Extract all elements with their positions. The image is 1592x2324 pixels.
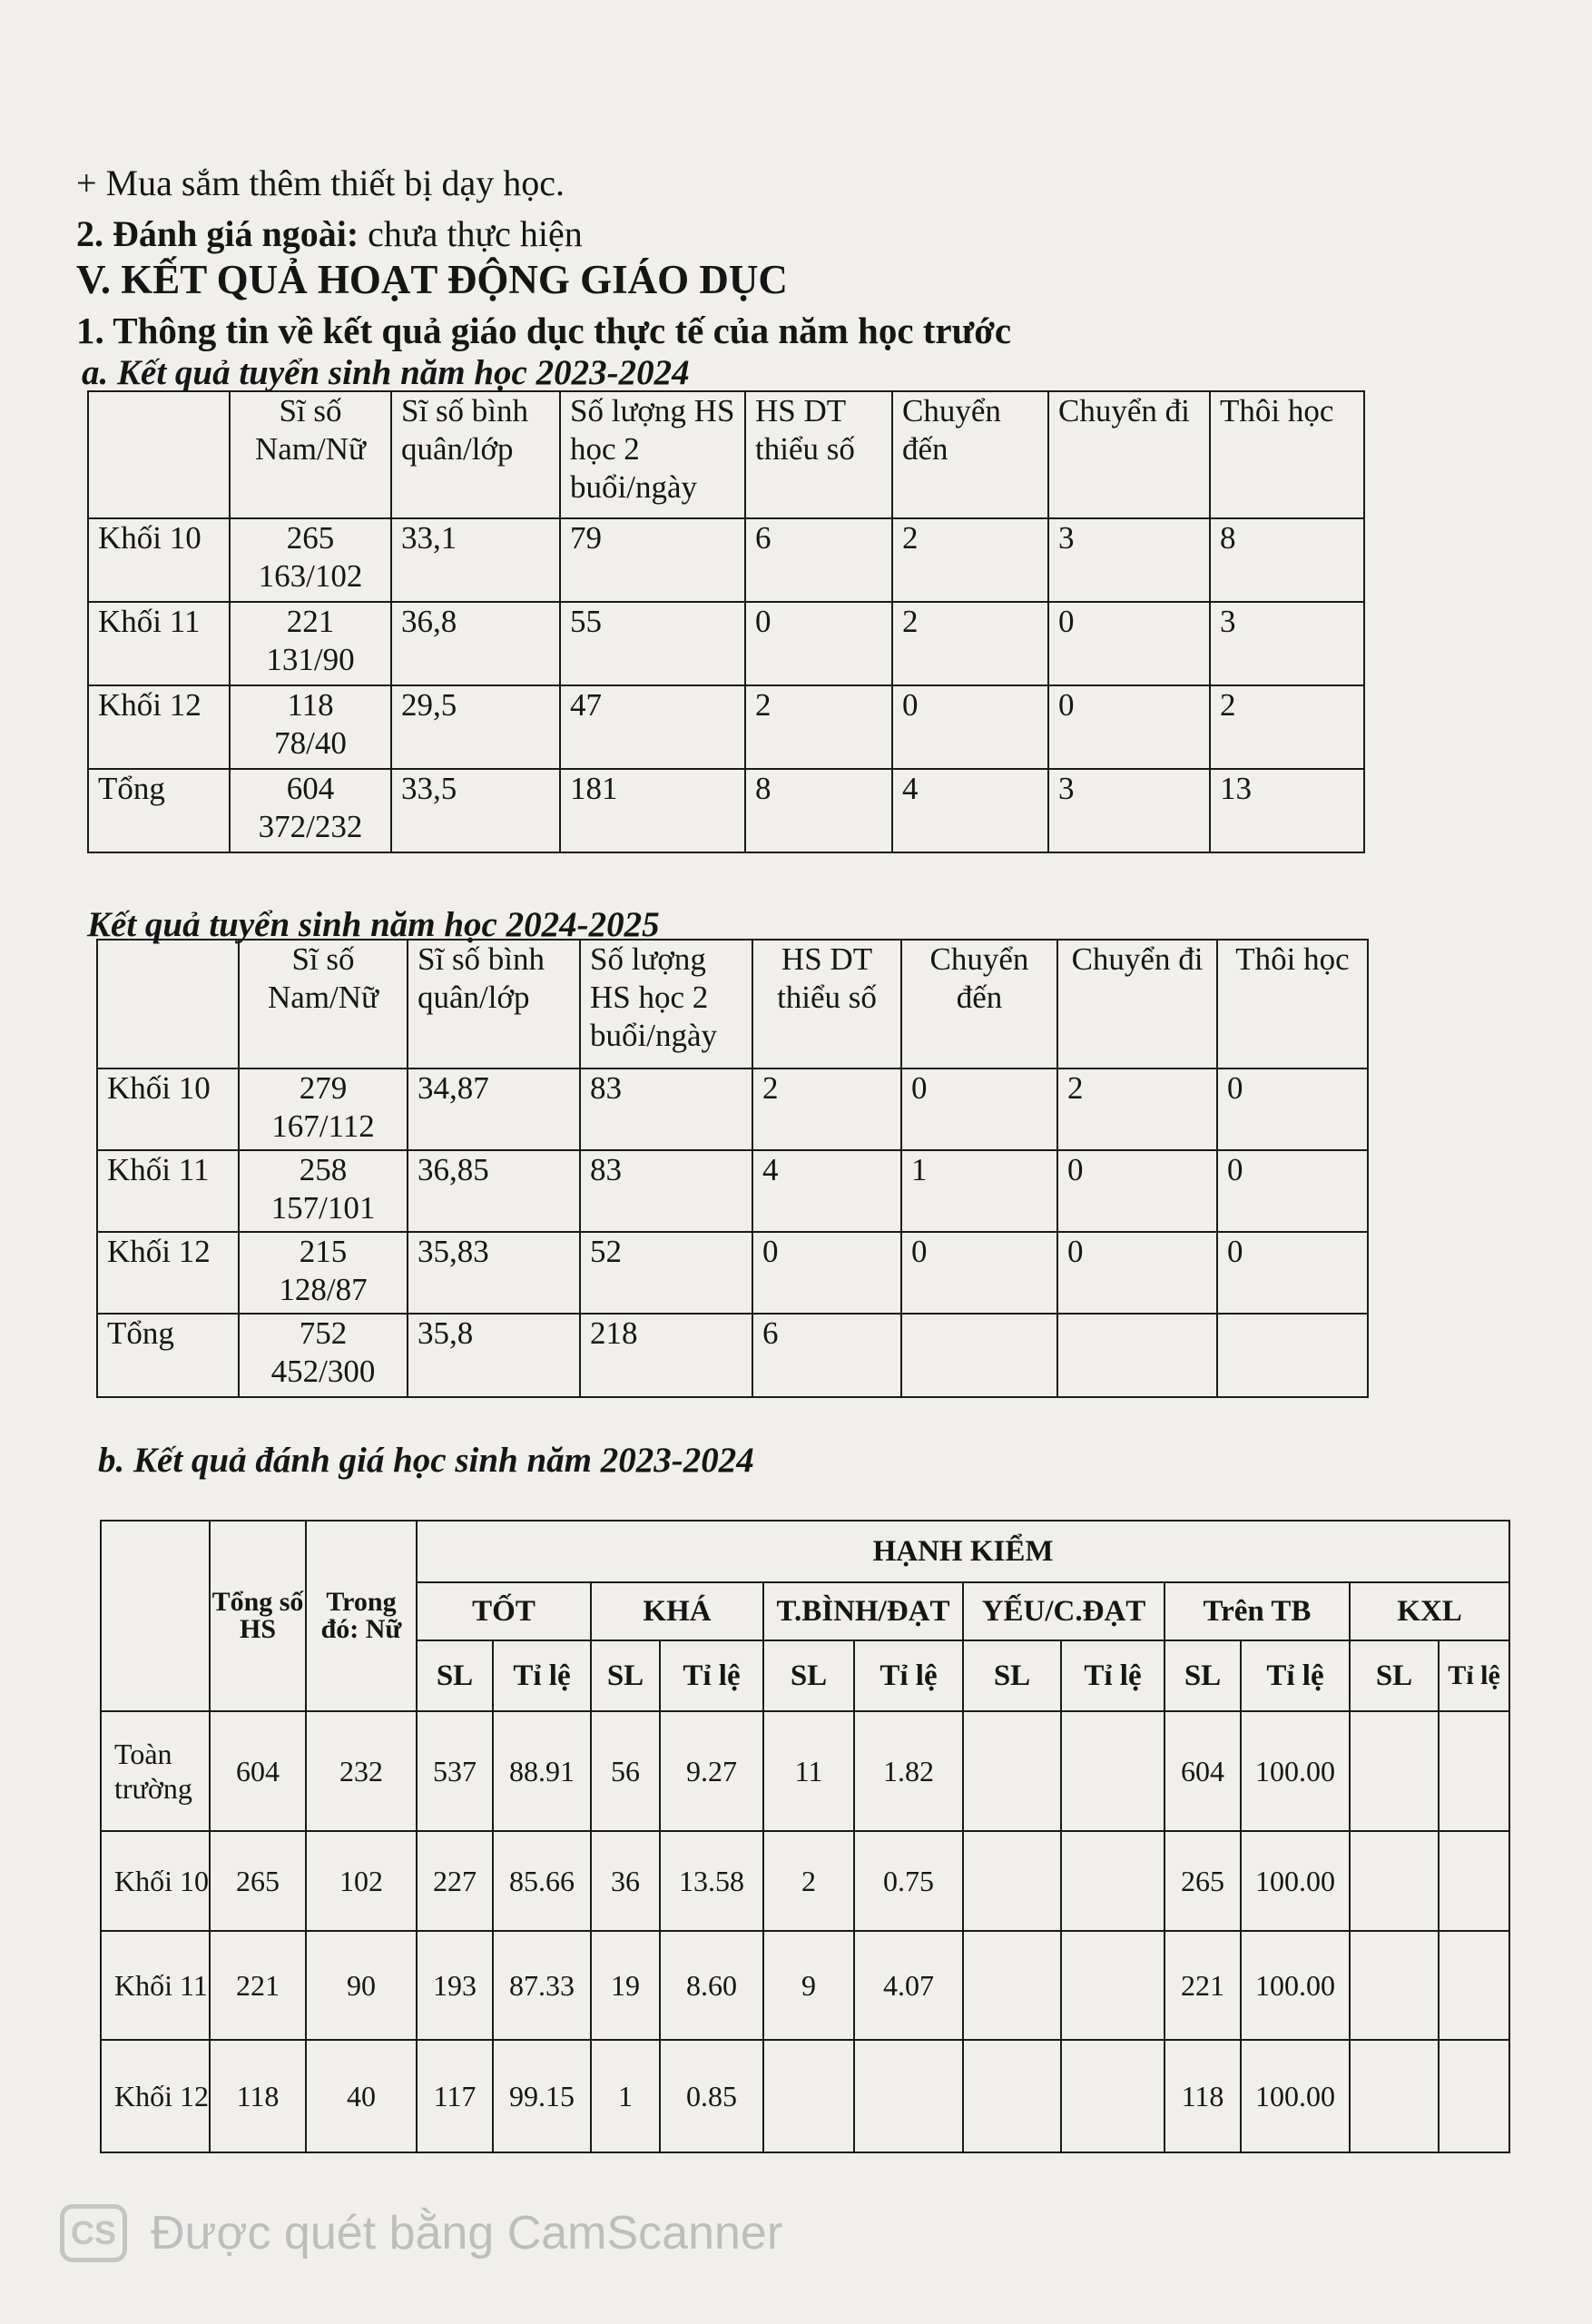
- cell-transfer-out: 3: [1048, 518, 1210, 602]
- cell-total-mf: [239, 1314, 408, 1397]
- table-row: [97, 1068, 1368, 1150]
- cell-yeu-tl: [1061, 1711, 1165, 1831]
- cell-tot-sl: 117: [417, 2040, 493, 2152]
- sub-tl: Tỉ lệ: [854, 1640, 963, 1711]
- cell-tb-sl: [763, 2040, 854, 2152]
- enrollment-table-2024: [96, 939, 1369, 1398]
- row-label: Khối 12: [97, 1232, 239, 1314]
- cell-total: 258: [299, 1152, 348, 1187]
- cell-kha-tl: 8.60: [660, 1931, 763, 2040]
- cell-two-session: 52: [580, 1232, 752, 1314]
- cell-dropout: [1217, 1314, 1368, 1397]
- cell-ethnic: 2: [752, 1068, 901, 1150]
- cell-tot-sl: 537: [417, 1711, 493, 1831]
- cell-ttb-sl: 265: [1165, 1831, 1241, 1931]
- cell-ethnic: 2: [745, 685, 892, 769]
- cell-ttb-tl: 100.00: [1241, 1931, 1350, 2040]
- cell-transfer-out: 2: [1057, 1068, 1217, 1150]
- table-row: [88, 518, 1364, 602]
- cell-avg: 33,1: [391, 518, 560, 602]
- cell-total-mf: [239, 1068, 408, 1150]
- cell-transfer-in: 0: [892, 685, 1048, 769]
- cell-total-mf: [230, 769, 391, 852]
- header-conduct: HẠNH KIỂM: [417, 1521, 1509, 1582]
- row-label: Tổng: [97, 1314, 239, 1397]
- cell-kha-tl: 0.85: [660, 2040, 763, 2152]
- header-cell: [88, 391, 230, 518]
- table1-caption: a. Kết quả tuyển sinh năm học 2023-2024: [82, 353, 690, 392]
- cell-two-session: 181: [560, 769, 745, 852]
- cell-ethnic: 0: [745, 602, 892, 685]
- header-female: Trong đó: Nữ: [306, 1521, 417, 1711]
- cell-kha-tl: 13.58: [660, 1831, 763, 1931]
- watermark-text: Được quét bằng CamScanner: [151, 2207, 783, 2260]
- section-heading: V. KẾT QUẢ HOẠT ĐỘNG GIÁO DỤC: [76, 257, 788, 302]
- cell-tb-tl: 1.82: [854, 1711, 963, 1831]
- external-evaluation-value: chưa thực hiện: [359, 213, 583, 254]
- cell-transfer-out: 3: [1048, 769, 1210, 852]
- sub-tl: Tỉ lệ: [1439, 1640, 1509, 1711]
- cell-kxl-tl: [1439, 1831, 1509, 1931]
- cell-mf: 452/300: [270, 1354, 376, 1389]
- cell-ttb-tl: 100.00: [1241, 1711, 1350, 1831]
- cell-avg: 35,83: [408, 1232, 580, 1314]
- sub-sl: SL: [417, 1640, 493, 1711]
- row-label: Tổng: [88, 769, 230, 852]
- row-label: Khối 10: [101, 1831, 210, 1931]
- table-row: [101, 1931, 1509, 2040]
- cell-tot-tl: 87.33: [493, 1931, 591, 2040]
- cell-ethnic: 0: [752, 1232, 901, 1314]
- cell-dropout: 0: [1217, 1232, 1368, 1314]
- cell-yeu-sl: [963, 1711, 1061, 1831]
- header-cell: Thôi học: [1217, 940, 1368, 1068]
- cell-kxl-tl: [1439, 1931, 1509, 2040]
- cell-female: 102: [306, 1831, 417, 1931]
- cell-tb-sl: 11: [763, 1711, 854, 1831]
- cell-transfer-out: [1057, 1314, 1217, 1397]
- cell-mf: 372/232: [258, 809, 363, 844]
- bullet-line: + Mua sắm thêm thiết bị dạy học.: [76, 162, 565, 203]
- header-cell: Chuyển đi: [1057, 940, 1217, 1068]
- cell-transfer-out: 0: [1057, 1150, 1217, 1232]
- cell-total-mf: [239, 1150, 408, 1232]
- cell-tb-tl: [854, 2040, 963, 2152]
- row-label: Khối 10: [97, 1068, 239, 1150]
- header-cell: Sĩ số bình quân/lớp: [408, 940, 580, 1068]
- cell-ethnic: 6: [752, 1314, 901, 1397]
- row-label: Khối 11: [101, 1931, 210, 2040]
- group-kha: KHÁ: [591, 1582, 763, 1640]
- table-row: [88, 602, 1364, 685]
- cell-total: 118: [210, 2040, 306, 2152]
- enrollment-table-2023: [87, 390, 1365, 853]
- cell-avg: 34,87: [408, 1068, 580, 1150]
- table-row: [101, 2040, 1509, 2152]
- header-corner: [101, 1521, 210, 1711]
- table2-caption: Kết quả tuyển sinh năm học 2024-2025: [87, 905, 660, 944]
- sub-sl: SL: [763, 1640, 854, 1711]
- header-cell: Sĩ số Nam/Nữ: [230, 391, 391, 518]
- cell-kxl-sl: [1350, 1711, 1439, 1831]
- sub-sl: SL: [591, 1640, 660, 1711]
- cell-ttb-tl: 100.00: [1241, 2040, 1350, 2152]
- cell-ethnic: 8: [745, 769, 892, 852]
- cell-total-mf: [230, 685, 391, 769]
- cell-total: 752: [299, 1315, 348, 1351]
- cell-female: 90: [306, 1931, 417, 2040]
- header-cell: Số lượng HS học 2 buổi/ngày: [560, 391, 745, 518]
- conduct-results-table: [100, 1520, 1510, 2153]
- cell-total: 215: [299, 1234, 348, 1269]
- cell-tb-sl: 9: [763, 1931, 854, 2040]
- table3-caption: b. Kết quả đánh giá học sinh năm 2023-2024: [98, 1441, 754, 1480]
- sub-tl: Tỉ lệ: [1061, 1640, 1165, 1711]
- cell-avg: 36,8: [391, 602, 560, 685]
- external-evaluation-line: [76, 212, 583, 255]
- cell-tb-tl: 0.75: [854, 1831, 963, 1931]
- cell-mf: 128/87: [279, 1272, 368, 1307]
- cell-total: 118: [287, 687, 334, 723]
- cell-mf: 78/40: [274, 725, 347, 761]
- cell-dropout: 0: [1217, 1068, 1368, 1150]
- cell-ttb-sl: 221: [1165, 1931, 1241, 2040]
- cell-kxl-tl: [1439, 2040, 1509, 2152]
- cell-total: 221: [286, 604, 335, 639]
- row-label: Toàn trường: [101, 1711, 210, 1831]
- cell-transfer-in: 0: [901, 1068, 1057, 1150]
- cell-kha-sl: 19: [591, 1931, 660, 2040]
- subsection-heading: 1. Thông tin về kết quả giáo dục thực tế của năm học trước: [76, 310, 1012, 351]
- header-cell: HS DT thiểu số: [745, 391, 892, 518]
- group-tb: T.BÌNH/ĐẠT: [763, 1582, 963, 1640]
- table-row: [101, 1711, 1509, 1831]
- header-cell: Chuyển đến: [892, 391, 1048, 518]
- cell-tb-sl: 2: [763, 1831, 854, 1931]
- cell-tot-sl: 227: [417, 1831, 493, 1931]
- cell-total: 279: [299, 1070, 348, 1106]
- table-header-row: [97, 940, 1368, 1068]
- cell-two-session: 83: [580, 1150, 752, 1232]
- row-label: Khối 10: [88, 518, 230, 602]
- sub-sl: SL: [1350, 1640, 1439, 1711]
- table-header-row: [88, 391, 1364, 518]
- cell-transfer-out: 0: [1048, 602, 1210, 685]
- table-row: [101, 1831, 1509, 1931]
- cell-tot-tl: 88.91: [493, 1711, 591, 1831]
- cell-female: 232: [306, 1711, 417, 1831]
- cell-kha-sl: 1: [591, 2040, 660, 2152]
- cell-total-mf: [239, 1232, 408, 1314]
- header-cell: HS DT thiểu số: [752, 940, 901, 1068]
- row-label: Khối 12: [101, 2040, 210, 2152]
- cell-ethnic: 6: [745, 518, 892, 602]
- cell-total: 604: [286, 771, 335, 806]
- cell-yeu-sl: [963, 1831, 1061, 1931]
- cell-mf: 167/112: [271, 1108, 375, 1144]
- table-row-total: [88, 769, 1364, 852]
- cell-yeu-tl: [1061, 2040, 1165, 2152]
- cell-kxl-tl: [1439, 1711, 1509, 1831]
- header-cell: Chuyển đi: [1048, 391, 1210, 518]
- header-row-1: [101, 1521, 1509, 1582]
- sub-sl: SL: [963, 1640, 1061, 1711]
- cell-total: 604: [210, 1711, 306, 1831]
- cell-avg: 29,5: [391, 685, 560, 769]
- cell-dropout: 0: [1217, 1150, 1368, 1232]
- header-cell: Sĩ số Nam/Nữ: [239, 940, 408, 1068]
- cell-two-session: 55: [560, 602, 745, 685]
- cell-tot-sl: 193: [417, 1931, 493, 2040]
- cell-tot-tl: 99.15: [493, 2040, 591, 2152]
- cell-transfer-in: [901, 1314, 1057, 1397]
- row-label: Khối 12: [88, 685, 230, 769]
- table-row: [88, 685, 1364, 769]
- header-cell: Thôi học: [1210, 391, 1364, 518]
- camscanner-watermark: [60, 2201, 782, 2265]
- cell-transfer-in: 1: [901, 1150, 1057, 1232]
- sub-tl: Tỉ lệ: [493, 1640, 591, 1711]
- camscanner-logo-icon: CS: [60, 2204, 127, 2262]
- sub-sl: SL: [1165, 1640, 1241, 1711]
- cell-ttb-tl: 100.00: [1241, 1831, 1350, 1931]
- external-evaluation-label: 2. Đánh giá ngoài:: [76, 213, 359, 254]
- cell-yeu-sl: [963, 2040, 1061, 2152]
- cell-yeu-tl: [1061, 1931, 1165, 2040]
- cell-kha-sl: 56: [591, 1711, 660, 1831]
- cell-dropout: 2: [1210, 685, 1364, 769]
- sub-tl: Tỉ lệ: [660, 1640, 763, 1711]
- row-label: Khối 11: [97, 1150, 239, 1232]
- cell-mf: 157/101: [270, 1190, 376, 1226]
- row-label: Khối 11: [88, 602, 230, 685]
- group-ttb: Trên TB: [1165, 1582, 1350, 1640]
- cell-ethnic: 4: [752, 1150, 901, 1232]
- table-row: [97, 1150, 1368, 1232]
- cell-kxl-sl: [1350, 1931, 1439, 2040]
- cell-yeu-tl: [1061, 1831, 1165, 1931]
- cell-avg: 35,8: [408, 1314, 580, 1397]
- cell-total: 265: [210, 1831, 306, 1931]
- cell-ttb-sl: 118: [1165, 2040, 1241, 2152]
- sub-tl: Tỉ lệ: [1241, 1640, 1350, 1711]
- cell-tot-tl: 85.66: [493, 1831, 591, 1931]
- cell-avg: 36,85: [408, 1150, 580, 1232]
- header-cell: Số lượng HS học 2 buổi/ngày: [580, 940, 752, 1068]
- cell-total: 265: [286, 520, 335, 556]
- cell-kha-tl: 9.27: [660, 1711, 763, 1831]
- table-row: [97, 1232, 1368, 1314]
- cell-female: 40: [306, 2040, 417, 2152]
- cell-tb-tl: 4.07: [854, 1931, 963, 2040]
- cell-dropout: 8: [1210, 518, 1364, 602]
- group-kxl: KXL: [1350, 1582, 1509, 1640]
- cell-total: 221: [210, 1931, 306, 2040]
- cell-transfer-out: 0: [1048, 685, 1210, 769]
- group-yeu: YẾU/C.ĐẠT: [963, 1582, 1165, 1640]
- cell-transfer-out: 0: [1057, 1232, 1217, 1314]
- cell-transfer-in: 4: [892, 769, 1048, 852]
- header-cell: Chuyển đến: [901, 940, 1057, 1068]
- cell-kha-sl: 36: [591, 1831, 660, 1931]
- cell-transfer-in: 0: [901, 1232, 1057, 1314]
- cell-two-session: 79: [560, 518, 745, 602]
- cell-two-session: 83: [580, 1068, 752, 1150]
- cell-mf: 163/102: [258, 558, 363, 594]
- cell-two-session: 218: [580, 1314, 752, 1397]
- header-cell: Sĩ số bình quân/lớp: [391, 391, 560, 518]
- cell-total-mf: [230, 602, 391, 685]
- header-cell: [97, 940, 239, 1068]
- cell-dropout: 3: [1210, 602, 1364, 685]
- cell-kxl-sl: [1350, 2040, 1439, 2152]
- cell-total-mf: [230, 518, 391, 602]
- table-row-total: [97, 1314, 1368, 1397]
- cell-transfer-in: 2: [892, 602, 1048, 685]
- cell-ttb-sl: 604: [1165, 1711, 1241, 1831]
- cell-dropout: 13: [1210, 769, 1364, 852]
- cell-mf: 131/90: [266, 642, 355, 677]
- cell-transfer-in: 2: [892, 518, 1048, 602]
- header-total: Tổng số HS: [210, 1521, 306, 1711]
- cell-yeu-sl: [963, 1931, 1061, 2040]
- cell-avg: 33,5: [391, 769, 560, 852]
- cell-two-session: 47: [560, 685, 745, 769]
- group-tot: TỐT: [417, 1582, 591, 1640]
- cell-kxl-sl: [1350, 1831, 1439, 1931]
